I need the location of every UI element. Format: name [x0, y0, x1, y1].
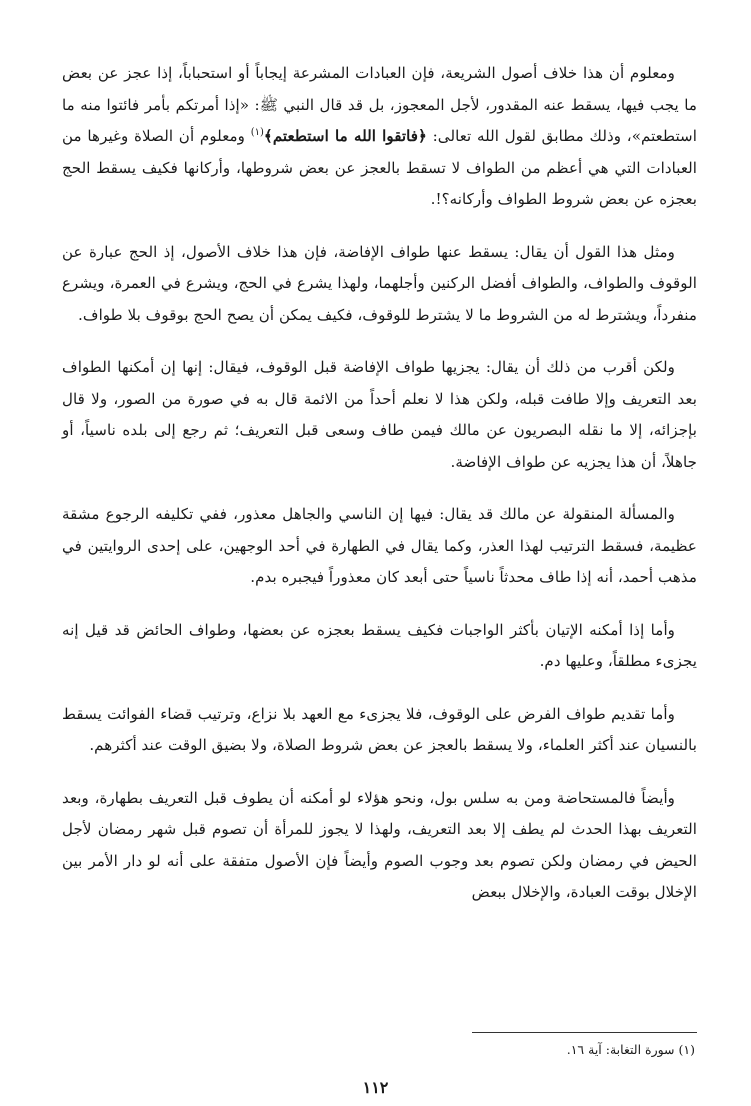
paragraph-2: ومثل هذا القول أن يقال: يسقط عنها طواف الإفاضة، فإن هذا خلاف الأصول، إذ الحج عبارة عن الوقوف والطواف، والطواف أفضل الركنين وأجلهما، ولهذا يشرع في الحج، ويشرع في العمرة، ويشرع منفرداً، ويشترط له من الشروط ما لا يشترط للوقوف، فكيف يمكن أن يصح الحج بوقوف بلا طواف.	[62, 242, 697, 324]
paragraph-6: وأما تقديم طواف الفرض على الوقوف، فلا يجزىء مع العهد بلا نزاع، وترتيب قضاء الفوائت يسقط بالنسيان عند أكثر العلماء، ولا يسقط بالعجز عن بعض شروط الصلاة، ولا بضيق الوقت عند أكثرهم.	[62, 704, 697, 754]
paragraph-1-text-b: ومعلوم أن الصلاة وغيرها من العبادات التي هي أعظم من الطواف لا تسقط بالعجز عن بعض شروطها، وأركانها فكيف يسقط الحج بعجزه عن بعض شروط الطواف وأركانه؟!.	[62, 127, 697, 208]
footnote-divider	[472, 1032, 697, 1033]
paragraph-4: والمسألة المنقولة عن مالك قد يقال: فيها إن الناسي والجاهل معذور، ففي تكليفه الرجوع مشقة عظيمة، فسقط الترتيب لهذا العذر، وكما يقال في الطهارة في أحد الوجهين، على إحدى الروايتين في مذهب أحمد، أنه إذا طاف محدثاً ناسياً حتى أبعد كان معذوراً فيجبره بدم.	[62, 505, 697, 586]
footnote: (١) سورة التغابة: آية ١٦.	[566, 1042, 695, 1057]
page-number: ١١٢	[362, 1078, 389, 1097]
page-body	[62, 58, 697, 926]
paragraph-1	[62, 58, 697, 216]
quran-verse: ﴿فاتقوا الله ما استطعتم﴾	[263, 127, 427, 145]
paragraph-3: ولكن أقرب من ذلك أن يقال: يجزيها طواف الإفاضة قبل الوقوف، فيقال: إنها إن أمكنها الطواف بعد التعريف وإلا طافت قبله، ولكن هذا لا نعلم أحداً من الائمة قال به في صورة من الصور، ولا قال بإجزائه، إلا ما نقله البصريون عن مالك فيمن طاف وسعى قبل التعريف؛ ثم رجع إلى بلده ناسياً، أو جاهلاً، أن هذا يجزيه عن طواف الإفاضة.	[62, 358, 697, 471]
paragraph-5: وأما إذا أمكنه الإتيان بأكثر الواجبات فكيف يسقط بعجزه عن بعضها، وطواف الحائض قد قيل إنه يجزىء مطلقاً، وعليها دم.	[62, 620, 697, 670]
footnote-reference[interactable]: (١)	[250, 126, 264, 138]
paragraph-1-text-a: ومعلوم أن هذا خلاف أصول الشريعة، فإن العبادات المشرعة إيجاباً أو استحباباً، إذا عجز عن بعض ما يجب فيها، يسقط عنه المقدور، لأجل المعجوز، بل قد قال النبي ﷺ: «إذا أمرتكم بأمر فائتوا منه ما استطعتم»، وذلك مطابق لقول الله تعالى:	[62, 64, 697, 145]
paragraph-7: وأيضاً فالمستحاضة ومن به سلس بول، ونحو هؤلاء لو أمكنه أن يطوف قبل التعريف بطهارة، وبعد التعريف بهذا الحدث لم يطف إلا بعد التعريف، ولهذا لا يجوز للمرأة أن تصوم قبل شهر رمضان لأجل الحيض في رمضان ولكن تصوم بعد وجوب الصوم وأيضاً فإن الأصول متفقة على أنه لو دار الأمر بين الإخلال بوقت العبادة، والإخلال ببعض	[62, 788, 697, 901]
